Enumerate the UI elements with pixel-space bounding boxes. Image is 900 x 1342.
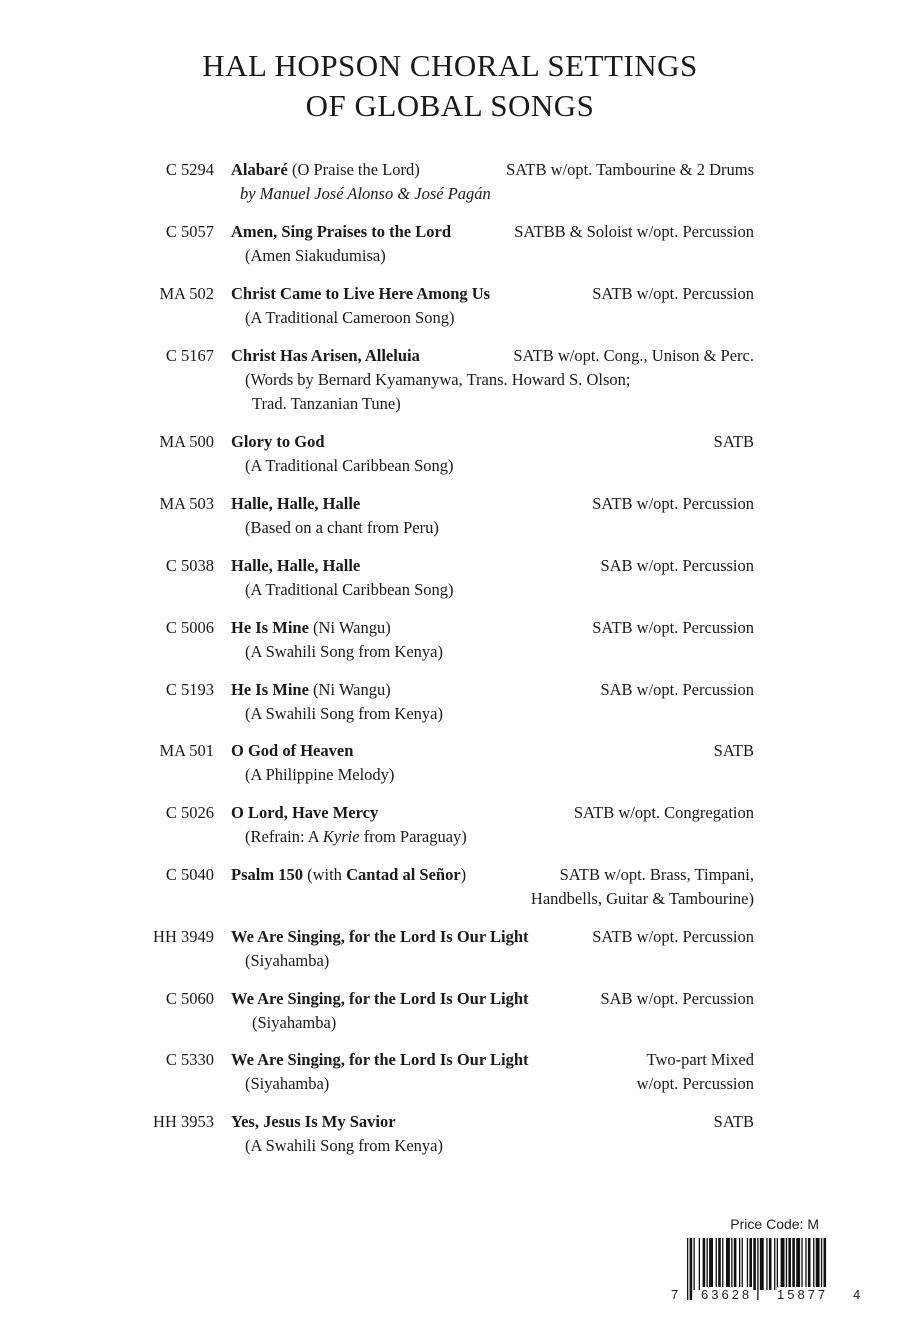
song-title: O Lord, Have Mercy [231, 803, 379, 822]
song-subtitle-continued: Trad. Tanzanian Tune) [252, 394, 401, 413]
catalog-code: C 5040 [165, 865, 214, 884]
song-subtitle: (Siyahamba) [252, 1013, 337, 1032]
song-title: Yes, Jesus Is My Savior [231, 1112, 396, 1131]
voicing: SATB [713, 741, 754, 760]
barcode-bar [781, 1238, 785, 1290]
barcode-bar [786, 1238, 787, 1290]
barcode-bar [718, 1238, 721, 1290]
voicing-continued: w/opt. Percussion [636, 1074, 754, 1093]
song-title: O God of Heaven [231, 741, 354, 760]
price-code: Price Code: M [730, 1216, 819, 1232]
song-title: We Are Singing, for the Lord Is Our Light [231, 927, 529, 946]
song-title: We Are Singing, for the Lord Is Our Light [231, 989, 529, 1008]
barcode-bar [739, 1238, 740, 1290]
voicing: SATBB & Soloist w/opt. Percussion [514, 222, 754, 241]
barcode-bar [694, 1238, 695, 1290]
barcode-bar [753, 1238, 756, 1290]
catalog-code: C 5193 [165, 680, 214, 699]
barcode-bar [774, 1238, 775, 1290]
catalog-code: MA 503 [159, 494, 214, 513]
song-title: Halle, Halle, Halle [231, 556, 361, 575]
barcode-bar [707, 1238, 708, 1290]
song-subtitle: (A Swahili Song from Kenya) [245, 704, 443, 723]
song-title: Amen, Sing Praises to the Lord [231, 222, 451, 241]
barcode-bar [792, 1238, 795, 1290]
voicing: SATB w/opt. Percussion [592, 927, 754, 946]
song-title: Halle, Halle, Halle [231, 494, 361, 513]
song-title: He Is Mine (Ni Wangu) [231, 680, 391, 699]
song-subtitle: (Siyahamba) [245, 1074, 330, 1093]
voicing-continued: Handbells, Guitar & Tambourine) [530, 889, 754, 908]
song-title: Psalm 150 (with Cantad al Señor) [231, 865, 467, 884]
barcode-bar [821, 1238, 822, 1290]
song-subtitle: (Based on a chant from Peru) [245, 518, 439, 537]
barcode-bar [769, 1238, 772, 1290]
catalog-code: C 5057 [165, 222, 214, 241]
barcode-bar [699, 1238, 700, 1290]
voicing: SATB w/opt. Congregation [573, 803, 754, 822]
song-title: Christ Came to Live Here Among Us [231, 284, 491, 303]
barcode-bar [722, 1238, 723, 1290]
song-subtitle: (A Traditional Caribbean Song) [245, 456, 454, 475]
voicing: SATB w/opt. Cong., Unison & Perc. [513, 346, 754, 365]
voicing: SAB w/opt. Percussion [600, 989, 754, 1008]
catalog-code: C 5038 [165, 556, 214, 575]
catalog-code: HH 3949 [153, 927, 214, 946]
page-title [0, 46, 900, 126]
barcode-bar [808, 1238, 811, 1290]
voicing: SAB w/opt. Percussion [600, 680, 754, 699]
barcode-bar [709, 1238, 713, 1290]
barcode-bar [801, 1238, 802, 1290]
voicing: SATB w/opt. Percussion [592, 284, 754, 303]
song-subtitle: (A Traditional Caribbean Song) [245, 580, 454, 599]
barcode-bar [757, 1238, 758, 1300]
voicing: Two-part Mixed [646, 1050, 754, 1069]
barcode-digit-last: 4 [853, 1287, 861, 1302]
barcode-bar [813, 1238, 814, 1290]
barcode-digits-left: 63628 [701, 1287, 753, 1302]
barcode-bar [788, 1238, 791, 1290]
song-title: Christ Has Arisen, Alleluia [231, 346, 420, 365]
barcode-bar [796, 1238, 800, 1290]
catalog-code: MA 501 [159, 741, 214, 760]
barcode-bar [690, 1238, 693, 1300]
voicing: SATB [713, 432, 754, 451]
song-subtitle: (Siyahamba) [245, 951, 330, 970]
catalog-code: HH 3953 [153, 1112, 214, 1131]
song-subtitle: (A Swahili Song from Kenya) [245, 1136, 443, 1155]
barcode-bar [734, 1238, 737, 1290]
song-title: We Are Singing, for the Lord Is Our Light [231, 1050, 529, 1069]
voicing: SAB w/opt. Percussion [600, 556, 754, 575]
barcode-bar [777, 1238, 778, 1290]
song-subtitle: (A Philippine Melody) [245, 765, 395, 784]
title-line-2: OF GLOBAL SONGS [305, 88, 595, 123]
song-credit: by Manuel José Alonso & José Pagán [240, 184, 491, 203]
barcode [671, 1238, 863, 1304]
song-title: Glory to God [231, 432, 325, 451]
barcode-digit-first: 7 [671, 1287, 679, 1302]
barcode-bar [805, 1238, 806, 1290]
song-subtitle: (A Traditional Cameroon Song) [245, 308, 455, 327]
title-line-1: HAL HOPSON CHORAL SETTINGS [202, 48, 698, 83]
barcode-bar [766, 1238, 767, 1290]
catalog-code: C 5294 [165, 160, 214, 179]
voicing: SATB [713, 1112, 754, 1131]
catalog-code: C 5330 [165, 1050, 214, 1069]
catalog-code: C 5006 [165, 618, 214, 637]
song-title: Alabaré (O Praise the Lord) [231, 160, 420, 179]
barcode-bar [816, 1238, 820, 1290]
catalog-code: MA 502 [159, 284, 214, 303]
barcode-bar [726, 1238, 730, 1290]
barcode-bar [716, 1238, 717, 1290]
song-subtitle: (Amen Siakudumisa) [245, 246, 386, 265]
song-subtitle: (Words by Bernard Kyamanywa, Trans. Howard S. Olson; [245, 370, 631, 389]
voicing: SATB w/opt. Brass, Timpani, [559, 865, 754, 884]
barcode-bar [742, 1238, 743, 1290]
barcode-bar [687, 1238, 688, 1300]
catalog-code: C 5060 [165, 989, 214, 1008]
barcode-bar [703, 1238, 706, 1290]
barcode-bar [749, 1238, 752, 1290]
voicing: SATB w/opt. Percussion [592, 494, 754, 513]
barcode-digits-right: 15877 [777, 1287, 829, 1302]
barcode-bar [731, 1238, 732, 1290]
song-subtitle: (A Swahili Song from Kenya) [245, 642, 443, 661]
catalog-code: MA 500 [159, 432, 214, 451]
catalog-code: C 5026 [165, 803, 214, 822]
catalog-code: C 5167 [165, 346, 214, 365]
barcode-bar [747, 1238, 748, 1290]
barcode-bar [760, 1238, 764, 1290]
voicing: SATB w/opt. Percussion [592, 618, 754, 637]
song-title: He Is Mine (Ni Wangu) [231, 618, 391, 637]
voicing: SATB w/opt. Tambourine & 2 Drums [506, 160, 754, 179]
song-subtitle: (Refrain: A Kyrie from Paraguay) [245, 827, 467, 846]
